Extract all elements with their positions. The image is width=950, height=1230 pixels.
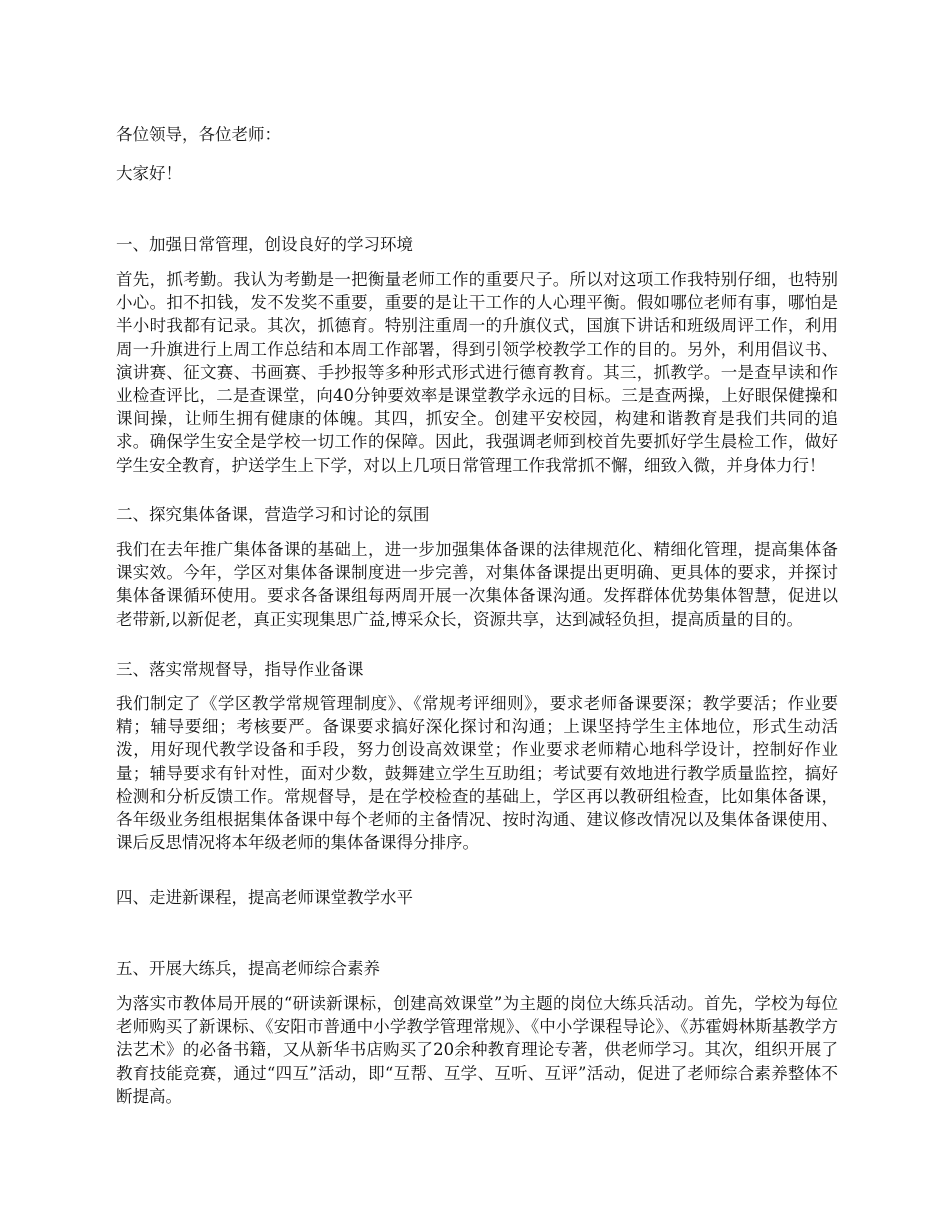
section-body-1: 首先，抓考勤。我认为考勤是一把衡量老师工作的重要尺子。所以对这项工作我特别仔细，也特别小心。扣不扣钱，发不发奖不重要，重要的是让干工作的人心理平衡。假如哪位老师有事，哪怕是半小时我都有记录。其次，抓德育。特别注重周一的升旗仪式，国旗下讲话和班级周评工作，利用周一升旗进行上周工作总结和本周工作部署，得到引领学校教学工作的目的。另外，利用倡议书、演讲赛、征文赛、书画赛、手抄报等多种形式形式进行德育教育。其三，抓教学。一是查早读和作业检查评比，二是查课堂，向40分钟要效率是课堂教学永远的目标。三是查两操，上好眼保健操和课间操，让师生拥有健康的体魄。其四，抓安全。创建平安校园，构建和谐教育是我们共同的追求。确保学生安全是学校一切工作的保障。因此，我强调老师到校首先要抓好学生晨检工作，做好学生安全教育，护送学生上下学，对以上几项日常管理工作我常抓不懈，细致入微，并身体力行！ [116,270,838,475]
section-body-3: 我们制定了《学区教学常规管理制度》、《常规考评细则》，要求老师备课要深；教学要活；作业要精；辅导要细；考核要严。备课要求搞好深化探讨和沟通；上课坚持学生主体地位，形式生动活泼，用好现代教学设备和手段，努力创设高效课堂；作业要求老师精心地科学设计，控制好作业量；辅导要求有针对性，面对少数，鼓舞建立学生互助组；考试要有效地进行教学质量监控，搞好检测和分析反馈工作。常规督导，是在学校检查的基础上，学区再以教研组检查，比如集体备课，各年级业务组根据集体备课中每个老师的主备情况、按时沟通、建议修改情况以及集体备课使用、课后反思情况将本年级老师的集体备课得分排序。 [116,694,838,853]
section-body-5: 为落实市教体局开展的“研读新课标，创建高效课堂”为主题的岗位大练兵活动。首先，学校为每位老师购买了新课标、《安阳市普通中小学教学管理常规》、《中小学课程导论》、《苏霍姆林斯基教学方法艺术》的必备书籍，又从新华书店购买了20余种教育理论专著，供老师学习。其次，组织开展了教育技能竞赛，通过“四互”活动，即“互帮、互学、互听、互评”活动，促进了老师综合素养整体不断提高。 [116,994,838,1106]
section-heading-4: 四、走进新课程，提高老师课堂教学水平 [116,888,413,907]
section-heading-5: 五、开展大练兵，提高老师综合素养 [116,959,380,978]
greeting-hello: 大家好！ [116,164,182,183]
section-body-2: 我们在去年推广集体备课的基础上，进一步加强集体备课的法律规范化、精细化管理，提高集体备课实效。今年，学区对集体备课制度进一步完善，对集体备课提出更明确、更具体的要求，并探讨集体备课循环使用。要求各备课组每两周开展一次集体备课沟通。发挥群体优势集体智慧，促进以老带新,以新促老，真正实现集思广益,博采众长，资源共享，达到减轻负担，提高质量的目的。 [116,540,838,629]
section-heading-2: 二、探究集体备课，营造学习和讨论的氛围 [116,505,430,524]
section-heading-3: 三、落实常规督导，指导作业备课 [116,660,364,679]
section-heading-1: 一、加强日常管理，创设良好的学习环境 [116,235,413,254]
salutation: 各位领导，各位老师： [116,125,281,144]
